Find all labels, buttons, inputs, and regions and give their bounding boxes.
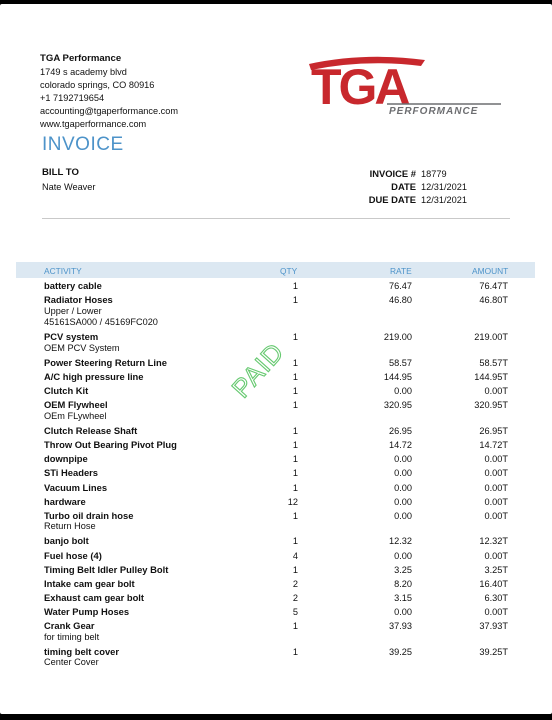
header-qty: QTY bbox=[280, 266, 298, 276]
header-divider bbox=[42, 218, 510, 219]
bill-to-name: Nate Weaver bbox=[42, 182, 96, 192]
item-amount: 26.95T bbox=[479, 426, 508, 437]
item-activity bbox=[44, 371, 144, 383]
company-info bbox=[40, 53, 178, 130]
item-qty: 4 bbox=[292, 550, 298, 561]
item-rate: 26.95 bbox=[389, 426, 412, 437]
company-email: accounting@tgaperformance.com bbox=[40, 105, 179, 116]
item-activity bbox=[44, 357, 167, 369]
item-activity bbox=[44, 399, 108, 422]
item-qty: 1 bbox=[292, 646, 298, 657]
item-description: for timing belt bbox=[44, 631, 100, 642]
item-activity bbox=[44, 439, 177, 451]
item-name: Clutch Kit bbox=[44, 385, 89, 397]
item-name: banjo bolt bbox=[44, 535, 89, 547]
item-name: Crank Gear bbox=[44, 620, 95, 631]
item-qty: 2 bbox=[292, 578, 298, 589]
item-rate: 0.00 bbox=[394, 454, 412, 465]
item-rate: 0.00 bbox=[394, 468, 412, 479]
item-name: Water Pump Hoses bbox=[44, 605, 130, 617]
company-name: TGA Performance bbox=[40, 53, 122, 64]
item-rate: 37.93 bbox=[389, 621, 412, 631]
item-amount: 12.32T bbox=[479, 536, 508, 547]
item-name: Power Steering Return Line bbox=[44, 357, 167, 369]
item-activity bbox=[44, 535, 89, 547]
item-rate: 0.00 bbox=[394, 496, 412, 507]
item-activity bbox=[44, 646, 119, 669]
item-activity bbox=[44, 606, 129, 618]
item-qty: 1 bbox=[292, 564, 298, 575]
item-rate: 8.20 bbox=[394, 578, 412, 589]
item-name: A/C high pressure line bbox=[44, 371, 144, 383]
invoice-date-row bbox=[340, 180, 467, 193]
item-qty: 1 bbox=[292, 468, 298, 479]
item-amount: 0.00T bbox=[484, 496, 508, 507]
invoice-number-label: INVOICE # bbox=[369, 168, 416, 179]
item-amount: 46.80T bbox=[479, 295, 508, 306]
item-description: Return Hose bbox=[44, 521, 96, 532]
invoice-date-label: DATE bbox=[391, 181, 416, 192]
bill-to-label: BILL TO bbox=[42, 167, 79, 178]
header-activity: ACTIVITY bbox=[44, 266, 82, 276]
item-description: 45161SA000 / 45169FC020 bbox=[44, 317, 158, 328]
item-activity bbox=[44, 482, 107, 494]
item-amount: 0.00T bbox=[484, 550, 508, 561]
item-name: Throw Out Bearing Pivot Plug bbox=[44, 439, 177, 451]
company-address-line1: 1749 s academy blvd bbox=[40, 66, 127, 77]
item-qty: 1 bbox=[292, 295, 298, 306]
item-qty: 1 bbox=[292, 426, 298, 437]
item-rate: 144.95 bbox=[383, 372, 412, 383]
item-description: Center Cover bbox=[44, 657, 99, 668]
item-activity bbox=[44, 385, 88, 397]
item-rate: 0.00 bbox=[394, 386, 412, 397]
logo-tga-text: TGA bbox=[311, 59, 408, 115]
item-description: OEm FLywheel bbox=[44, 410, 107, 421]
paid-stamp bbox=[222, 334, 298, 406]
item-qty: 2 bbox=[292, 592, 298, 603]
invoice-due-date: 12/31/2021 bbox=[421, 194, 467, 205]
item-amount: 16.40T bbox=[479, 578, 508, 589]
item-amount: 14.72T bbox=[479, 440, 508, 451]
paid-stamp-text: PAID bbox=[225, 336, 290, 404]
item-amount: 219.00T bbox=[474, 332, 508, 343]
item-qty: 1 bbox=[292, 510, 298, 521]
item-amount: 320.95T bbox=[474, 400, 508, 411]
item-activity bbox=[44, 294, 158, 329]
item-rate: 12.32 bbox=[389, 536, 412, 547]
company-address-line2: colorado springs, CO 80916 bbox=[40, 79, 155, 90]
company-phone: +1 7192719654 bbox=[40, 92, 105, 103]
item-qty: 1 bbox=[292, 386, 298, 397]
item-qty: 1 bbox=[292, 358, 298, 369]
item-activity bbox=[44, 496, 86, 508]
item-activity bbox=[44, 453, 88, 465]
invoice-due-row bbox=[340, 193, 467, 206]
item-amount: 0.00T bbox=[484, 454, 508, 465]
item-qty: 1 bbox=[292, 400, 298, 411]
company-website: www.tgaperformance.com bbox=[40, 118, 147, 129]
invoice-meta bbox=[340, 167, 467, 206]
item-activity bbox=[44, 467, 98, 479]
invoice-date: 12/31/2021 bbox=[421, 181, 467, 192]
item-name: OEM Flywheel bbox=[44, 399, 108, 411]
item-amount: 0.00T bbox=[484, 386, 508, 397]
invoice-due-label: DUE DATE bbox=[368, 194, 416, 205]
item-activity bbox=[44, 620, 99, 643]
item-qty: 5 bbox=[292, 606, 298, 617]
item-amount: 6.30T bbox=[484, 592, 508, 603]
header-rate: RATE bbox=[390, 266, 412, 276]
item-rate: 14.72 bbox=[389, 440, 412, 451]
item-activity bbox=[44, 564, 168, 576]
item-rate: 320.95 bbox=[383, 400, 412, 411]
item-name: Radiator Hoses bbox=[44, 294, 113, 306]
item-amount: 0.00T bbox=[484, 468, 508, 479]
tga-performance-logo bbox=[305, 50, 505, 120]
item-rate: 3.15 bbox=[394, 592, 412, 603]
item-description: OEM PCV System bbox=[44, 342, 120, 353]
item-qty: 1 bbox=[292, 482, 298, 493]
item-name: PCV system bbox=[44, 331, 99, 343]
header-amount: AMOUNT bbox=[472, 266, 509, 276]
item-rate: 76.47 bbox=[389, 281, 412, 291]
item-amount: 144.95T bbox=[474, 372, 508, 383]
item-activity bbox=[44, 578, 135, 590]
logo-performance-text: PERFORMANCE bbox=[389, 106, 479, 117]
item-name: downpipe bbox=[44, 453, 88, 465]
item-rate: 0.00 bbox=[394, 510, 412, 521]
item-qty: 1 bbox=[292, 621, 298, 631]
item-amount: 76.47T bbox=[479, 281, 508, 291]
table-header bbox=[16, 262, 535, 278]
item-name: Clutch Release Shaft bbox=[44, 425, 138, 437]
item-name: Intake cam gear bolt bbox=[44, 577, 135, 589]
item-rate: 58.57 bbox=[389, 358, 412, 369]
item-rate: 0.00 bbox=[394, 482, 412, 493]
item-name: Exhaust cam gear bolt bbox=[44, 591, 145, 603]
item-qty: 1 bbox=[292, 281, 298, 291]
item-activity bbox=[44, 550, 102, 562]
item-rate: 219.00 bbox=[383, 332, 412, 343]
item-activity bbox=[44, 510, 133, 533]
item-name: timing belt cover bbox=[44, 645, 120, 657]
item-name: Fuel hose (4) bbox=[44, 549, 102, 561]
item-rate: 39.25 bbox=[389, 646, 412, 657]
item-rate: 46.80 bbox=[389, 295, 412, 306]
item-name: Turbo oil drain hose bbox=[44, 509, 134, 521]
item-qty: 1 bbox=[292, 536, 298, 547]
invoice-number: 18779 bbox=[421, 168, 447, 179]
item-rate: 0.00 bbox=[394, 606, 412, 617]
item-name: battery cable bbox=[44, 280, 102, 291]
item-amount: 39.25T bbox=[479, 646, 508, 657]
item-name: Vacuum Lines bbox=[44, 481, 108, 493]
invoice-title: INVOICE bbox=[42, 134, 124, 155]
item-rate: 0.00 bbox=[394, 550, 412, 561]
item-qty: 1 bbox=[292, 454, 298, 465]
item-description: Upper / Lower bbox=[44, 305, 102, 316]
item-activity bbox=[44, 331, 120, 354]
item-qty: 1 bbox=[292, 440, 298, 451]
item-activity bbox=[44, 280, 102, 292]
item-amount: 0.00T bbox=[484, 482, 508, 493]
item-amount: 0.00T bbox=[484, 606, 508, 617]
invoice-page bbox=[0, 4, 552, 714]
item-amount: 0.00T bbox=[484, 510, 508, 521]
item-name: STi Headers bbox=[44, 467, 99, 479]
item-qty: 1 bbox=[292, 372, 298, 383]
item-name: Timing Belt Idler Pulley Bolt bbox=[44, 563, 169, 575]
item-amount: 58.57T bbox=[479, 358, 508, 369]
item-activity bbox=[44, 425, 137, 437]
invoice-number-row bbox=[340, 167, 467, 180]
item-amount: 37.93T bbox=[479, 621, 508, 631]
item-rate: 3.25 bbox=[394, 564, 412, 575]
item-qty: 12 bbox=[287, 496, 298, 507]
item-name: hardware bbox=[44, 495, 86, 507]
item-activity bbox=[44, 592, 144, 604]
item-qty: 1 bbox=[292, 332, 298, 343]
item-amount: 3.25T bbox=[484, 564, 508, 575]
